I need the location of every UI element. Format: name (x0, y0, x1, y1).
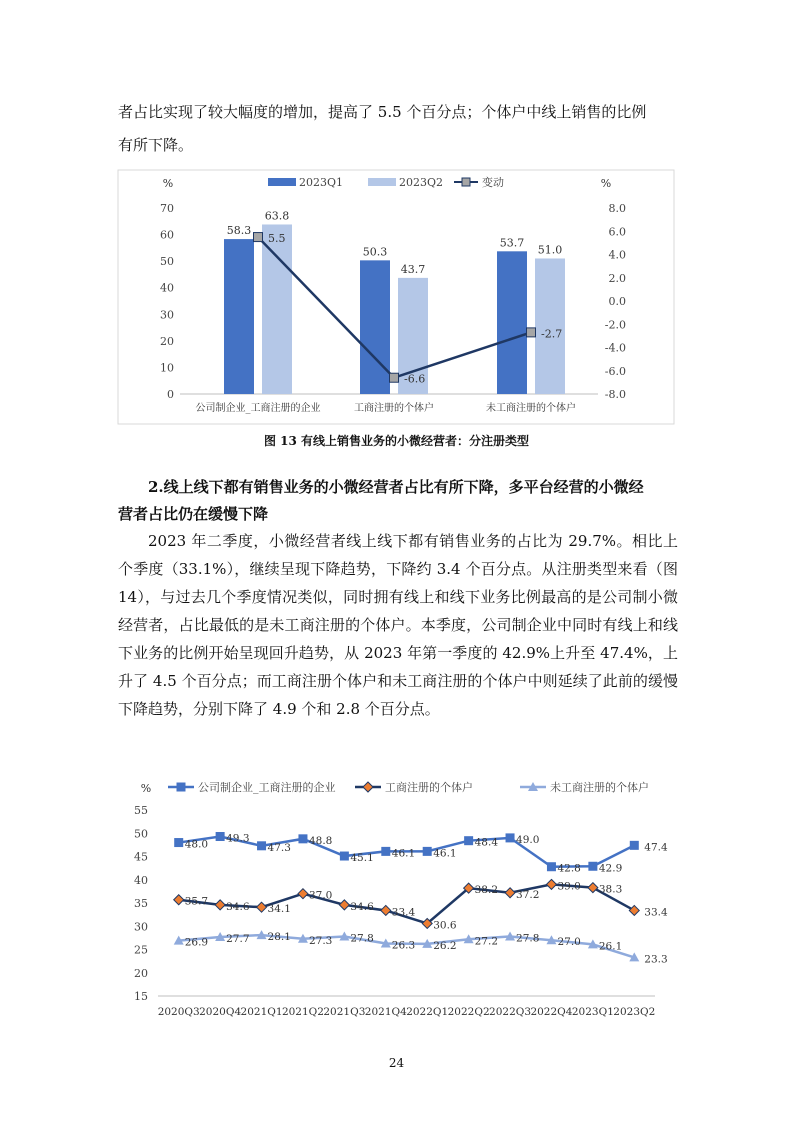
bar-2023Q2 (262, 224, 292, 394)
data-label: 34.6 (350, 900, 374, 913)
data-label: 27.8 (516, 932, 540, 945)
series-marker (423, 847, 432, 856)
data-label: 48.4 (474, 836, 499, 849)
left-tick-label: 60 (160, 228, 174, 242)
data-label: 26.2 (433, 939, 457, 952)
data-label: 47.4 (644, 841, 668, 854)
data-label: 38.2 (474, 884, 499, 897)
x-tick-label: 2021Q3 (323, 1006, 366, 1018)
section-heading: 营者占比仍在缓慢下降 (118, 505, 269, 523)
data-label: 49.3 (226, 832, 250, 845)
change-data-label: -2.7 (541, 327, 563, 341)
data-label: 46.1 (433, 847, 457, 860)
series-marker (381, 847, 390, 856)
y-tick-label: 25 (134, 943, 148, 957)
data-label: 34.6 (226, 900, 250, 913)
data-label: 37.0 (308, 889, 333, 902)
left-axis-unit: % (162, 177, 174, 190)
category-label: 未工商注册的个体户 (486, 403, 576, 414)
data-label: 26.1 (598, 940, 623, 953)
y-tick-label: 15 (134, 990, 148, 1003)
bar-2023Q1 (360, 260, 390, 394)
series-marker (339, 900, 349, 910)
legend-label: 2023Q1 (299, 176, 344, 189)
figure-14-line-chart (0, 770, 793, 1030)
left-tick-label: 0 (167, 388, 174, 401)
y-tick-label: 50 (134, 827, 148, 841)
right-tick-label: 6.0 (608, 225, 626, 239)
data-label: 48.8 (308, 834, 333, 847)
data-label: 48.0 (184, 838, 209, 851)
bar-2023Q1 (497, 251, 527, 394)
category-label: 工商注册的个体户 (354, 403, 434, 414)
series-marker (506, 833, 515, 842)
data-label: 27.7 (226, 932, 250, 945)
legend-label: 变动 (482, 176, 504, 189)
series-marker (588, 883, 598, 893)
data-label: 37.2 (516, 888, 540, 901)
data-label: 28.1 (267, 931, 291, 944)
right-tick-label: 4.0 (608, 248, 626, 262)
series-marker (298, 834, 307, 843)
right-tick-label: -6.0 (604, 364, 626, 378)
series-marker (629, 905, 639, 915)
series-marker (588, 862, 597, 871)
change-marker (254, 233, 263, 242)
change-line (258, 237, 531, 378)
left-tick-label: 70 (160, 202, 174, 215)
left-tick-label: 40 (160, 281, 174, 295)
data-label: 42.8 (557, 862, 581, 875)
figure-13-caption: 图 13 有线上销售业务的小微经营者：分注册类型 (263, 434, 530, 448)
data-label: 30.6 (433, 919, 457, 932)
bar-data-label: 50.3 (362, 245, 388, 259)
series-marker (174, 838, 183, 847)
y-axis-unit: % (140, 782, 152, 795)
left-tick-label: 50 (160, 255, 174, 269)
data-label: 47.3 (267, 841, 291, 854)
x-tick-label: 2020Q4 (199, 1006, 242, 1018)
x-tick-label: 2023Q1 (571, 1006, 614, 1018)
data-label: 34.1 (267, 903, 291, 916)
x-tick-label: 2023Q2 (613, 1006, 656, 1018)
legend-label: 2023Q2 (399, 176, 444, 189)
category-label: 公司制企业_工商注册的企业 (195, 403, 321, 414)
series-marker (381, 905, 391, 915)
right-axis-unit: % (600, 177, 612, 190)
series-marker (464, 836, 473, 845)
series-marker (546, 879, 556, 889)
data-label: 38.3 (598, 883, 623, 896)
paragraph-line: 有所下降。 (118, 136, 194, 154)
y-tick-label: 45 (134, 850, 148, 864)
change-marker (527, 328, 536, 337)
page-number: 24 (388, 1056, 405, 1070)
data-label: 27.3 (308, 934, 333, 947)
change-data-label: 5.5 (268, 232, 286, 246)
change-data-label: -6.6 (404, 372, 426, 386)
chart-frame (118, 170, 674, 424)
x-tick-label: 2021Q1 (240, 1006, 283, 1018)
series-marker (547, 862, 556, 871)
data-label: 27.0 (557, 936, 581, 949)
series-marker (215, 900, 225, 910)
right-tick-label: -4.0 (604, 341, 626, 355)
left-tick-label: 10 (160, 361, 174, 375)
bar-2023Q1 (224, 239, 254, 394)
figure-13-bar-chart (0, 168, 793, 428)
paragraph-line: 者占比实现了较大幅度的增加，提高了 5.5 个百分点；个体户中线上销售的比例 (118, 103, 647, 121)
x-tick-label: 2021Q4 (364, 1006, 407, 1018)
data-label: 23.3 (644, 953, 668, 966)
bar-data-label: 58.3 (226, 224, 252, 238)
series-marker (505, 888, 515, 898)
data-label: 46.1 (391, 847, 416, 860)
series-marker (340, 852, 349, 861)
legend-label: 工商注册的个体户 (385, 781, 473, 794)
data-label: 26.9 (184, 936, 209, 949)
legend-swatch (368, 178, 396, 186)
data-label: 49.0 (516, 833, 540, 846)
legend-line-marker (462, 178, 470, 186)
data-label: 42.9 (598, 862, 623, 875)
bar-data-label: 51.0 (537, 243, 563, 257)
legend-label: 公司制企业_工商注册的企业 (198, 781, 336, 794)
bar-2023Q2 (535, 258, 565, 394)
y-tick-label: 35 (134, 897, 148, 910)
data-label: 39.0 (557, 880, 581, 893)
x-tick-label: 2021Q2 (281, 1006, 324, 1018)
body-paragraph: 2023 年二季度，小微经营者线上线下都有销售业务的占比为 29.7%。相比上个季度（33.1%），继续呈现下降趋势，下降约 3.4 个百分点。从注册类型来看（图 14），与过去几个季度情况类似，同时拥有线上和线下业务比例最高的是公司制小微经营者，占比最低的是未工商注册的个体户。本季度，公司制企业中同时有线上和线下业务的比例开始呈现回升趋势，从 2023 年第一季度的 42.9%上升至 47.4%，上升了 4.5 个百分点；而工商注册个体户和未工商注册的个体户中则延续了此前的缓慢下降趋势，分别下降了 4.9 个和 2.8 个百分点。 (118, 532, 678, 718)
x-tick-label: 2022Q4 (530, 1006, 573, 1018)
right-tick-label: -8.0 (604, 388, 626, 401)
x-tick-label: 2022Q1 (406, 1006, 449, 1018)
left-tick-label: 30 (160, 308, 174, 322)
legend-label: 未工商注册的个体户 (550, 781, 649, 794)
data-label: 33.4 (644, 906, 668, 919)
left-tick-label: 20 (160, 334, 174, 348)
data-label: 33.4 (391, 906, 416, 919)
data-label: 27.2 (474, 935, 499, 948)
series-marker (257, 841, 266, 850)
data-label: 27.8 (350, 932, 374, 945)
y-tick-label: 30 (134, 920, 148, 934)
data-label: 45.1 (350, 852, 374, 865)
right-tick-label: -2.0 (604, 318, 626, 332)
legend-marker (363, 782, 373, 792)
series-marker (630, 841, 639, 850)
y-tick-label: 40 (134, 873, 148, 887)
y-tick-label: 20 (134, 966, 148, 980)
legend-swatch (268, 178, 296, 186)
bar-data-label: 53.7 (499, 236, 525, 250)
data-label: 35.7 (184, 895, 209, 908)
change-marker (390, 373, 399, 382)
series-marker (298, 889, 308, 899)
right-tick-label: 0.0 (608, 295, 626, 308)
series-marker (174, 895, 184, 905)
series-marker (216, 832, 225, 841)
data-label: 26.3 (391, 939, 416, 952)
x-tick-label: 2020Q3 (157, 1006, 200, 1018)
x-tick-label: 2022Q3 (489, 1006, 532, 1018)
section-heading: 2.线上线下都有销售业务的小微经营者占比有所下降，多平台经营的小微经 (148, 478, 644, 496)
bar-data-label: 63.8 (264, 209, 290, 223)
legend-marker (177, 783, 186, 792)
y-tick-label: 55 (134, 804, 148, 817)
right-tick-label: 8.0 (608, 202, 626, 215)
x-tick-label: 2022Q2 (447, 1006, 490, 1018)
right-tick-label: 2.0 (608, 271, 626, 285)
bar-data-label: 43.7 (400, 262, 426, 276)
series-marker (257, 902, 267, 912)
